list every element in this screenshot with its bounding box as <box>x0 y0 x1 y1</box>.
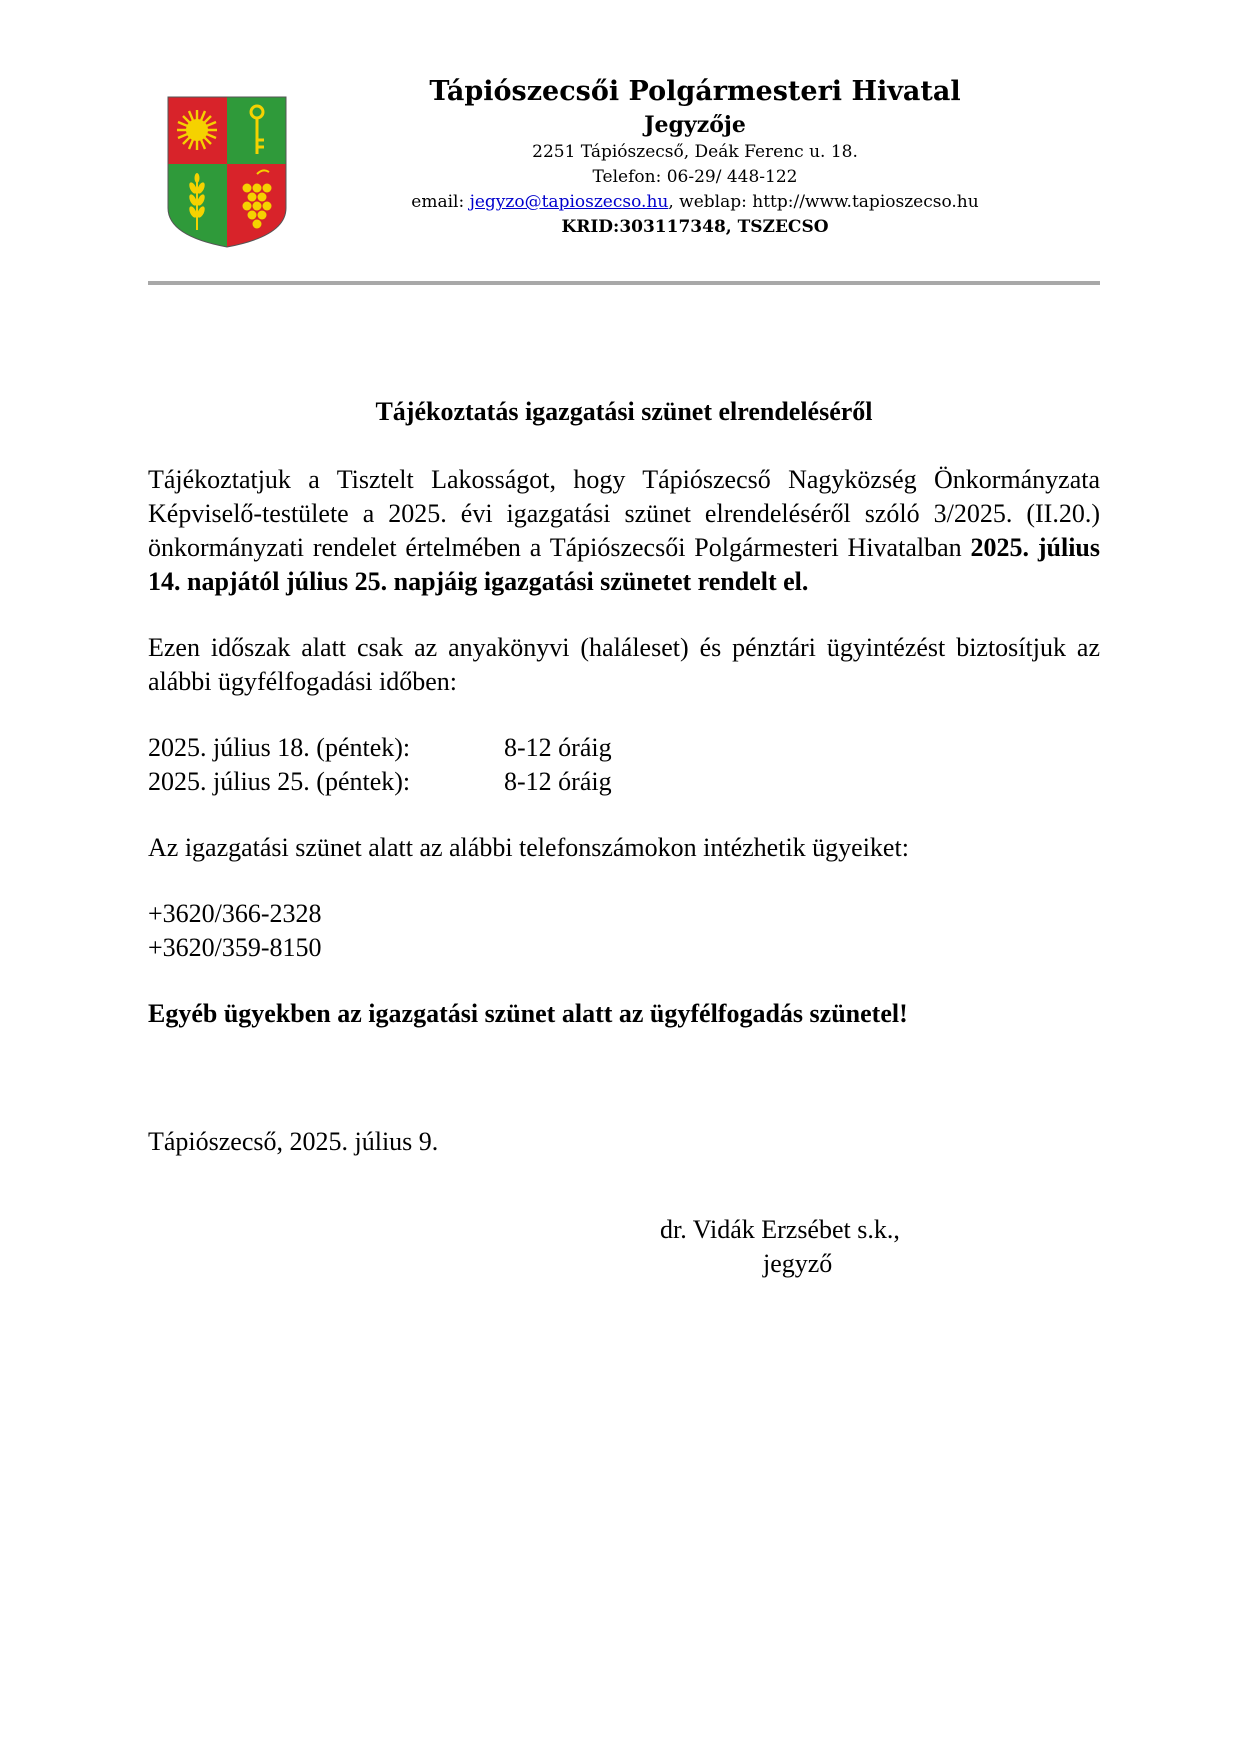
email-prefix: email: <box>411 192 470 212</box>
coat-of-arms-logo <box>167 96 287 248</box>
contact-line <box>300 190 1090 215</box>
hours-date: 2025. július 18. (péntek): <box>148 733 411 762</box>
hours-time: 8-12 óráig <box>504 733 612 762</box>
document-body <box>148 395 1100 1159</box>
office-hours-list <box>148 731 1100 799</box>
office-name: Tápiószecsői Polgármesteri Hivatal <box>429 76 961 107</box>
phone-number: +3620/359-8150 <box>148 933 322 962</box>
office-address: 2251 Tápiószecső, Deák Ferenc u. 18. <box>532 142 858 162</box>
paragraph-announcement <box>148 463 1100 599</box>
hours-time: 8-12 óráig <box>504 767 612 796</box>
weblap-text: , weblap: http://www.tapioszecso.hu <box>668 192 979 212</box>
signer-name: dr. Vidák Erzsébet s.k., <box>660 1215 900 1244</box>
document-title: Tájékoztatás igazgatási szünet elrendeléséről <box>375 397 873 426</box>
krid-line: KRID:303117348, TSZECSO <box>561 217 829 237</box>
sun-icon <box>177 110 217 150</box>
office-hours-row <box>148 765 1100 799</box>
letterhead <box>300 74 1090 240</box>
announcement-bold: 2025. július 14. napjától július 25. napjáig igazgatási szünetet rendelt el. <box>148 533 1100 596</box>
paragraph-service: Ezen időszak alatt csak az anyakönyvi (haláleset) és pénztári ügyintézést biztosítjuk az alábbi ügyfélfogadási időben: <box>148 633 1100 696</box>
announcement-text: Tájékoztatjuk a Tisztelt Lakosságot, hogy Tápiószecső Nagyközség Önkormányzata Képviselő-testülete a 2025. évi igazgatási szünet elrendeléséről szóló 3/2025. (II.20.) önkormányzati rendelet értelmében a Tápiószecsői Polgármesteri Hivatalban <box>148 465 1100 562</box>
office-subtitle: Jegyzője <box>644 112 746 138</box>
email-link[interactable]: jegyzo@tapioszecso.hu <box>469 192 669 212</box>
phones-intro: Az igazgatási szünet alatt az alábbi telefonszámokon intézhetik ügyeiket: <box>148 833 909 862</box>
hours-date: 2025. július 25. (péntek): <box>148 767 411 796</box>
phone-number: +3620/366-2328 <box>148 899 322 928</box>
place-and-date: Tápiószecső, 2025. július 9. <box>148 1127 439 1156</box>
office-hours-row <box>148 731 1100 765</box>
signer-role: jegyző <box>763 1249 833 1278</box>
closure-warning: Egyéb ügyekben az igazgatási szünet alatt az ügyfélfogadás szünetel! <box>148 999 908 1028</box>
office-phone: Telefon: 06-29/ 448-122 <box>592 167 798 187</box>
signature-block <box>660 1213 960 1281</box>
header-divider <box>148 281 1100 285</box>
phone-list <box>148 897 1100 965</box>
